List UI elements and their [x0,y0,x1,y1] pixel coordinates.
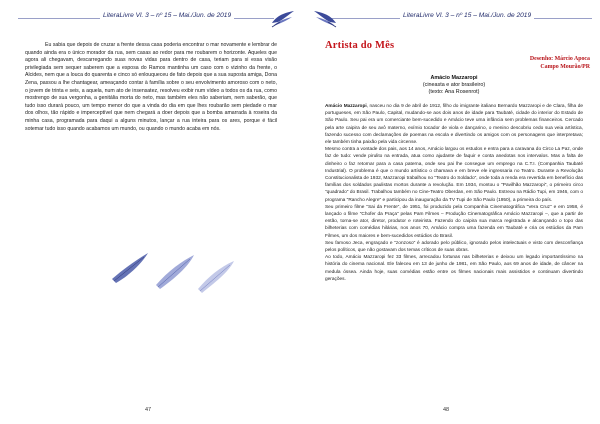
right-header-text: LiteraLivre Vl. 3 – nº 15 – Mai./Jun. de 2019 [400,12,534,19]
article-paragraph: Mesmo contra a vontade dos pais, aos 14 anos, Amácio largou os estudos e entra para a caravana do Circo La Paz, onde faz de tudo: vende pirulito na entrada, atua como ajudante de faquir e conta anedotas nos intervalos. Mas a falta de dinheiro o faz retornar para a casa paterna, onde seu pai lhe consegue um emprego na C.T.I. (Companhia Taubaté Industrial). O problema é que o mundo artístico o chamava e em breve ele ingressaria no Teatro. Durante a Revolução Constitucionalista de 1932, Mazzaropi trabalhou no "Teatro do Soldado", onde toda a renda era revertida em benefício das famílias dos soldados paulistas mortos durante a revolução. Em 1934, montou o "Pavilhão Mazzaropi", o primeiro circo "quadrado" do Brasil. Trabalhou também no Cine-Teatro Oberdan, em São Paulo. Estreou na Rádio Tupi, em 1946, com o programa "Rancho Alegre" e participou da inauguração da TV Tupi de São Paulo (1950), a primeira do país. [325,147,583,203]
section-title: Artista do Mês [325,40,395,51]
article-paragraph: Seu primeiro filme "Sai da Frente", de 1951, foi produzido pela Companhia Cinematográfica "Vera Cruz" e em 1958, é lançado o filme "Chofer da Praça" pelas Pam Filmes – Produção Cinematográfica Amácio Mazzaropi –, que a partir de então, torna-se ator, diretor, produtor e roteirista. Fazendo do caipira sua marca registrada e alcançando o topo das bilheterias com comédias hilárias, nos anos 70, Amácio compra uma fazenda em Taubaté e cria os estúdios da Pam Filmes, um dos maiores e bem-sucedidos estúdios do Brasil. [325,204,583,239]
article-paragraph: Seu famoso Jeca, engraçado e "zonzoso" é adorado pelo público, ignorado pelos intelectuais e visto com desconfiança pelos políticos, que não gostavam dos temas críticos de suas obras. [325,240,583,254]
bird-quill-logo-icon [270,9,296,29]
page-number: 47 [145,407,152,413]
article-title: Amácio Mazzaropi [430,75,478,81]
right-page [300,0,600,424]
article-subtitle: (cineasta e ator brasileiro) [422,81,486,88]
left-header-text: LiteraLivre Vl. 3 – nº 15 – Mai./Jun. de 2019 [100,12,234,19]
story-paragraph: Eu sabia que depois de cruzar a frente dessa casa poderia encontrar o mar novamente e lembrar de quando ainda era o único morador da rua, sem casas ao redor para me roubarem o horizonte. Aqueles que agora ali chegavam, descarregando suas novas vidas para dentro de casa, teriam para si essa visão privilegiada sem sequer saberem que a esposa do Ramos mantinha um caso com o vizinho da frente, o Alcides, nem que a louca do quarenta e cinco só enlouqueceu de fato depois que a sua suposta amiga, Dona Zena, passou a lhe chantagear, ameaçando contar à família sobre o seu envolvimento amoroso com o neto, o jovem de trinta e seis, a aquela, num ato de insensatez, resolveu exibir num vídeo a todos os da rua, como mostrengo de sua vergonha, a genitália morta do neto, mas também eles não saberiam, nem saberão, que tudo isso durará pouco, um tempo menor do que a vinda do dia em que lhes roubarão sem piedade o mar dos olhos, tão rápido e imperceptível que nem chegará a doer depois que a bomba amarrada à roseira da minha casa, programada para daqui a alguns minutos, lançar a rua inteira para os ares, porque é fácil sotemar tudo isso quando acabamos um mundo, ou quando o mundo acaba em nós. [25,42,277,132]
byline-location: Campo Mourão/PR [540,64,590,70]
article-body [325,103,583,283]
article-paragraph: Amácio Mazzaropi, nasceu no dia 9 de abril de 1912, filho do imigrante italiano Bernardo Mazzaropi e de Clara, filha de portugueses, em São Paulo, Capital, mudando-se aos dois anos de idade para Taubaté, cidade do interior do Estado de São Paulo. Seu pai era um comerciante bem-sucedido e Amácio teve uma infância sem problemas financeiros. Cercado pela arte caipira de seu avô materno, exímio tocador de viola e dançarino, o menino descobriu cedo sua veia artística, fazendo sucesso com declamações de poemas na escola e divertindo os amigos com os personagens que interpretava; ele também tinha paixão pela vida circense. [325,104,583,146]
article-author: (texto: Ana Rosenrot) [428,88,480,95]
article-title-block [325,75,583,95]
bird-quill-logo-icon [312,9,338,29]
page-number: 48 [443,407,450,413]
article-paragraph: Ao todo, Amácio Mazzaropi fez 33 filmes, arrecadou fortunas nas bilheterias e deixou um legado importantíssimo na história do cinema nacional. Ele faleceu em 13 de junho de 1981, em São Paulo, aos 69 anos de idade, de câncer na medula óssea. Ainda hoje, suas comédias estão entre os filmes nacionais mais assistidos e continuam divertindo gerações. [325,255,583,282]
left-header [0,8,300,28]
artist-name: Amácio Mazzaropi [325,104,367,109]
right-header [300,8,600,28]
byline-drawing: Desenho: Márcio Apoca [529,56,590,62]
feathers-decoration-icon [108,237,238,297]
